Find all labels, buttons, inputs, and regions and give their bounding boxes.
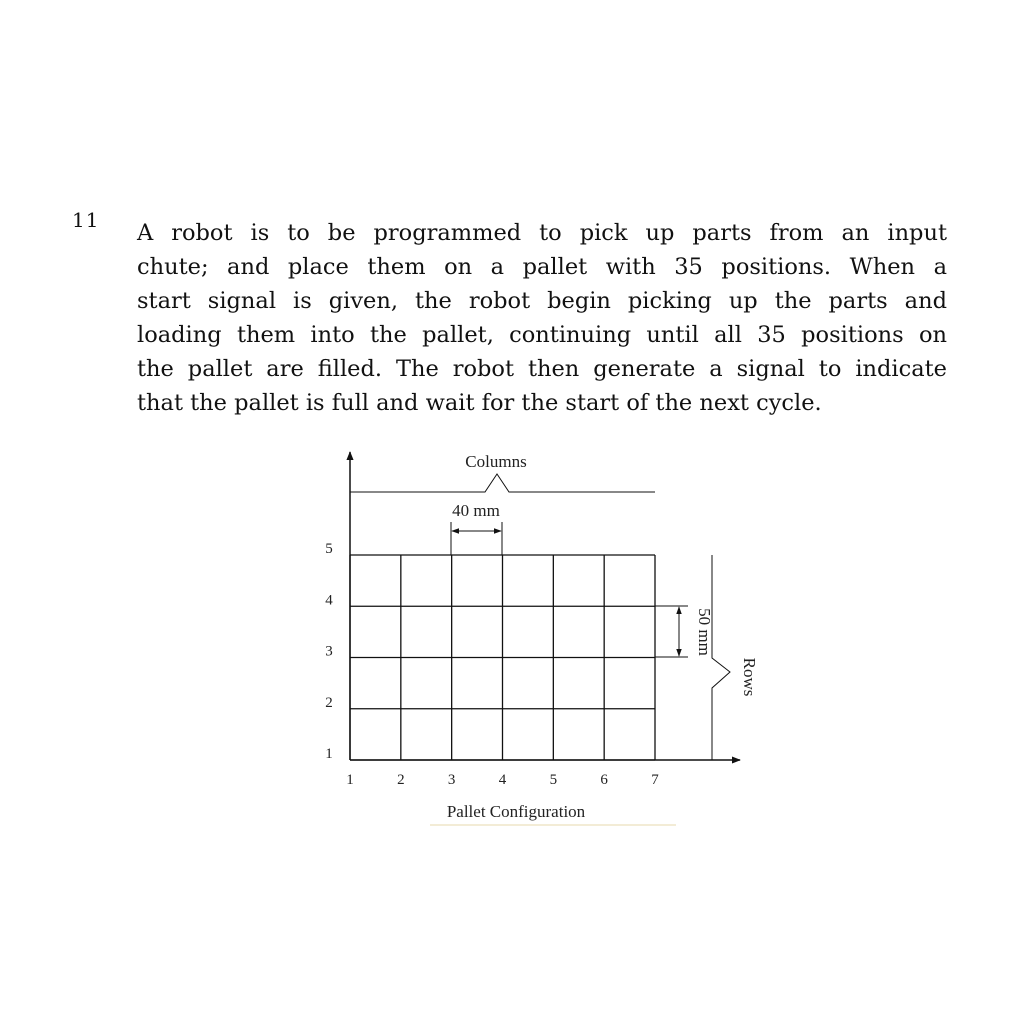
- y-tick-labels: [325, 541, 333, 762]
- x-tick-label: 3: [447, 772, 456, 788]
- x-tick-label: 4: [498, 772, 507, 788]
- x-tick-label: 2: [397, 772, 405, 788]
- question-line: the pallet are filled. The robot then generate a signal to indicate: [137, 356, 947, 382]
- diagram-caption: Pallet Configuration: [446, 802, 586, 821]
- x-tick-labels: [346, 772, 659, 788]
- question-number: 11: [72, 208, 100, 232]
- y-tick-label: 3: [325, 643, 333, 660]
- y-tick-label: 4: [325, 592, 333, 609]
- rows-label: Rows: [740, 657, 759, 697]
- x-tick-label: 5: [549, 772, 558, 788]
- x-tick-label: 7: [651, 772, 659, 788]
- y-tick-label: 5: [325, 541, 333, 557]
- rows-brace: [712, 555, 730, 760]
- x-tick-label: 6: [600, 772, 608, 788]
- question-line: chute; and place them on a pallet with 35 positions. When a: [137, 254, 947, 280]
- question-line: loading them into the pallet, continuing until all 35 positions on: [137, 322, 947, 348]
- question-line: start signal is given, the robot begin picking up the parts and: [137, 288, 947, 314]
- question-line: that the pallet is full and wait for the start of the next cycle.: [137, 390, 822, 416]
- row-spacing-label: 50 mm: [695, 608, 714, 656]
- question-line: A robot is to be programmed to pick up parts from an input: [137, 220, 947, 246]
- x-tick-label: 1: [346, 772, 354, 788]
- y-tick-label: 1: [325, 746, 333, 762]
- columns-label: Columns: [465, 452, 527, 471]
- y-tick-label: 2: [325, 694, 333, 711]
- pallet-grid: [350, 555, 655, 760]
- column-spacing-label: 40 mm: [452, 501, 500, 520]
- columns-brace: [350, 474, 655, 492]
